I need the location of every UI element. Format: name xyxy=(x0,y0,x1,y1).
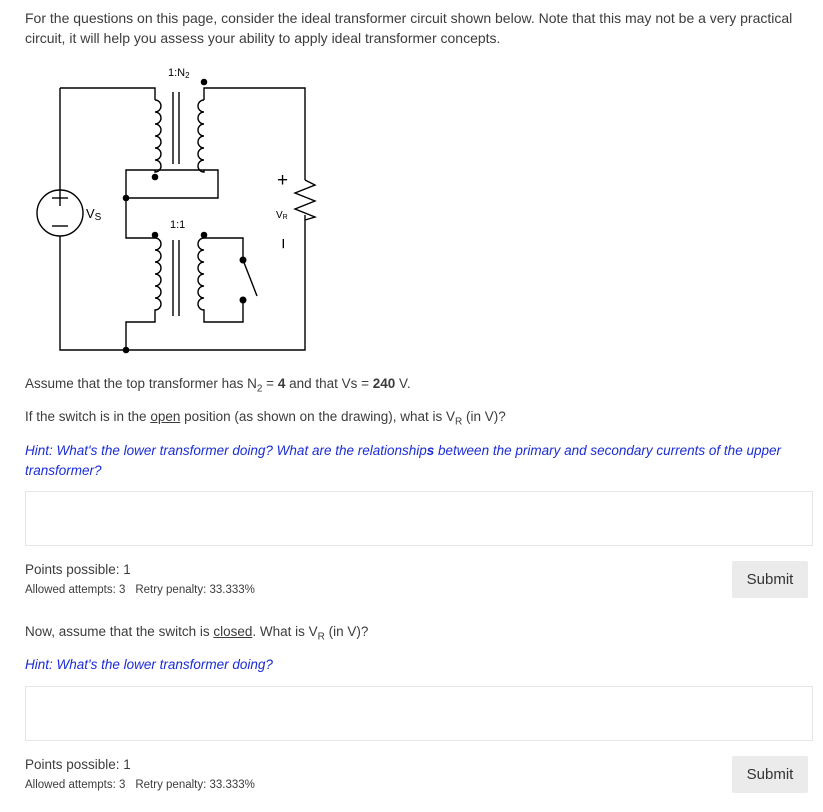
switch-contact-bottom xyxy=(240,297,246,303)
question-2-attempts-info: Allowed attempts: 3 Retry penalty: 33.333% xyxy=(25,779,255,791)
question-1-hint: Hint: What's the lower transformer doing? What are the relationships between the primary and secondary currents of the upper transformer? xyxy=(25,443,781,478)
junction-bottom xyxy=(123,347,128,352)
question-2-hint: Hint: What's the lower transformer doing? xyxy=(25,657,273,672)
top-primary-coil xyxy=(155,100,161,172)
question-1-attempts-info: Allowed attempts: 3 Retry penalty: 33.333% xyxy=(25,584,255,596)
bottom-primary-coil xyxy=(126,238,161,350)
dot-bottom-secondary xyxy=(201,232,206,237)
top-secondary-coil xyxy=(198,100,204,172)
question-2-text: Now, assume that the switch is closed. What is $V_R$ (in V)? xyxy=(25,624,369,643)
wire-left-bottom xyxy=(60,215,305,350)
resistor-plus-sign: + xyxy=(277,170,289,191)
question-2-answer-input[interactable] xyxy=(25,686,813,741)
wire-middle-box xyxy=(126,170,218,198)
resistor xyxy=(295,180,315,220)
source-label: VS xyxy=(86,206,102,223)
wire-middle-left xyxy=(126,198,155,238)
wire-top-left xyxy=(60,88,155,100)
question-2-points: Points possible: 1 xyxy=(25,757,131,772)
wire-bottom-secondary-top xyxy=(204,238,243,260)
intro-text: For the questions on this page, consider the ideal transformer circuit shown below. Note that this may not be a very practical circuit, it will help you assess your ability to apply ideal transformer concepts. xyxy=(25,10,793,46)
switch-contact-top xyxy=(240,257,246,263)
question-1-points: Points possible: 1 xyxy=(25,562,131,577)
open-switch xyxy=(243,260,257,296)
question-1-submit-button[interactable]: Submit xyxy=(732,561,808,598)
transformer-circuit-diagram xyxy=(28,60,318,360)
resistor-voltage-label: VR xyxy=(276,210,288,221)
question-2-submit-button[interactable]: Submit xyxy=(732,756,808,793)
question-1-text: If the switch is in the open position (as shown on the drawing), what is $V_R$ (in V)? xyxy=(25,409,506,428)
dot-bottom-primary xyxy=(152,232,157,237)
top-ratio-label: 1:N2 xyxy=(168,67,190,80)
question-1-answer-input[interactable] xyxy=(25,491,813,546)
bottom-ratio-label: 1:1 xyxy=(170,219,186,231)
resistor-minus-sign: − xyxy=(272,238,293,250)
dot-top-primary xyxy=(152,174,157,179)
dot-top-secondary xyxy=(201,79,206,84)
wire-top-right xyxy=(204,88,305,180)
assumption-text: Assume that the top transformer has $N_2 = 4$ and that Vs = 240 V. xyxy=(25,376,411,395)
junction-left xyxy=(123,195,128,200)
bottom-secondary-coil xyxy=(198,238,243,322)
